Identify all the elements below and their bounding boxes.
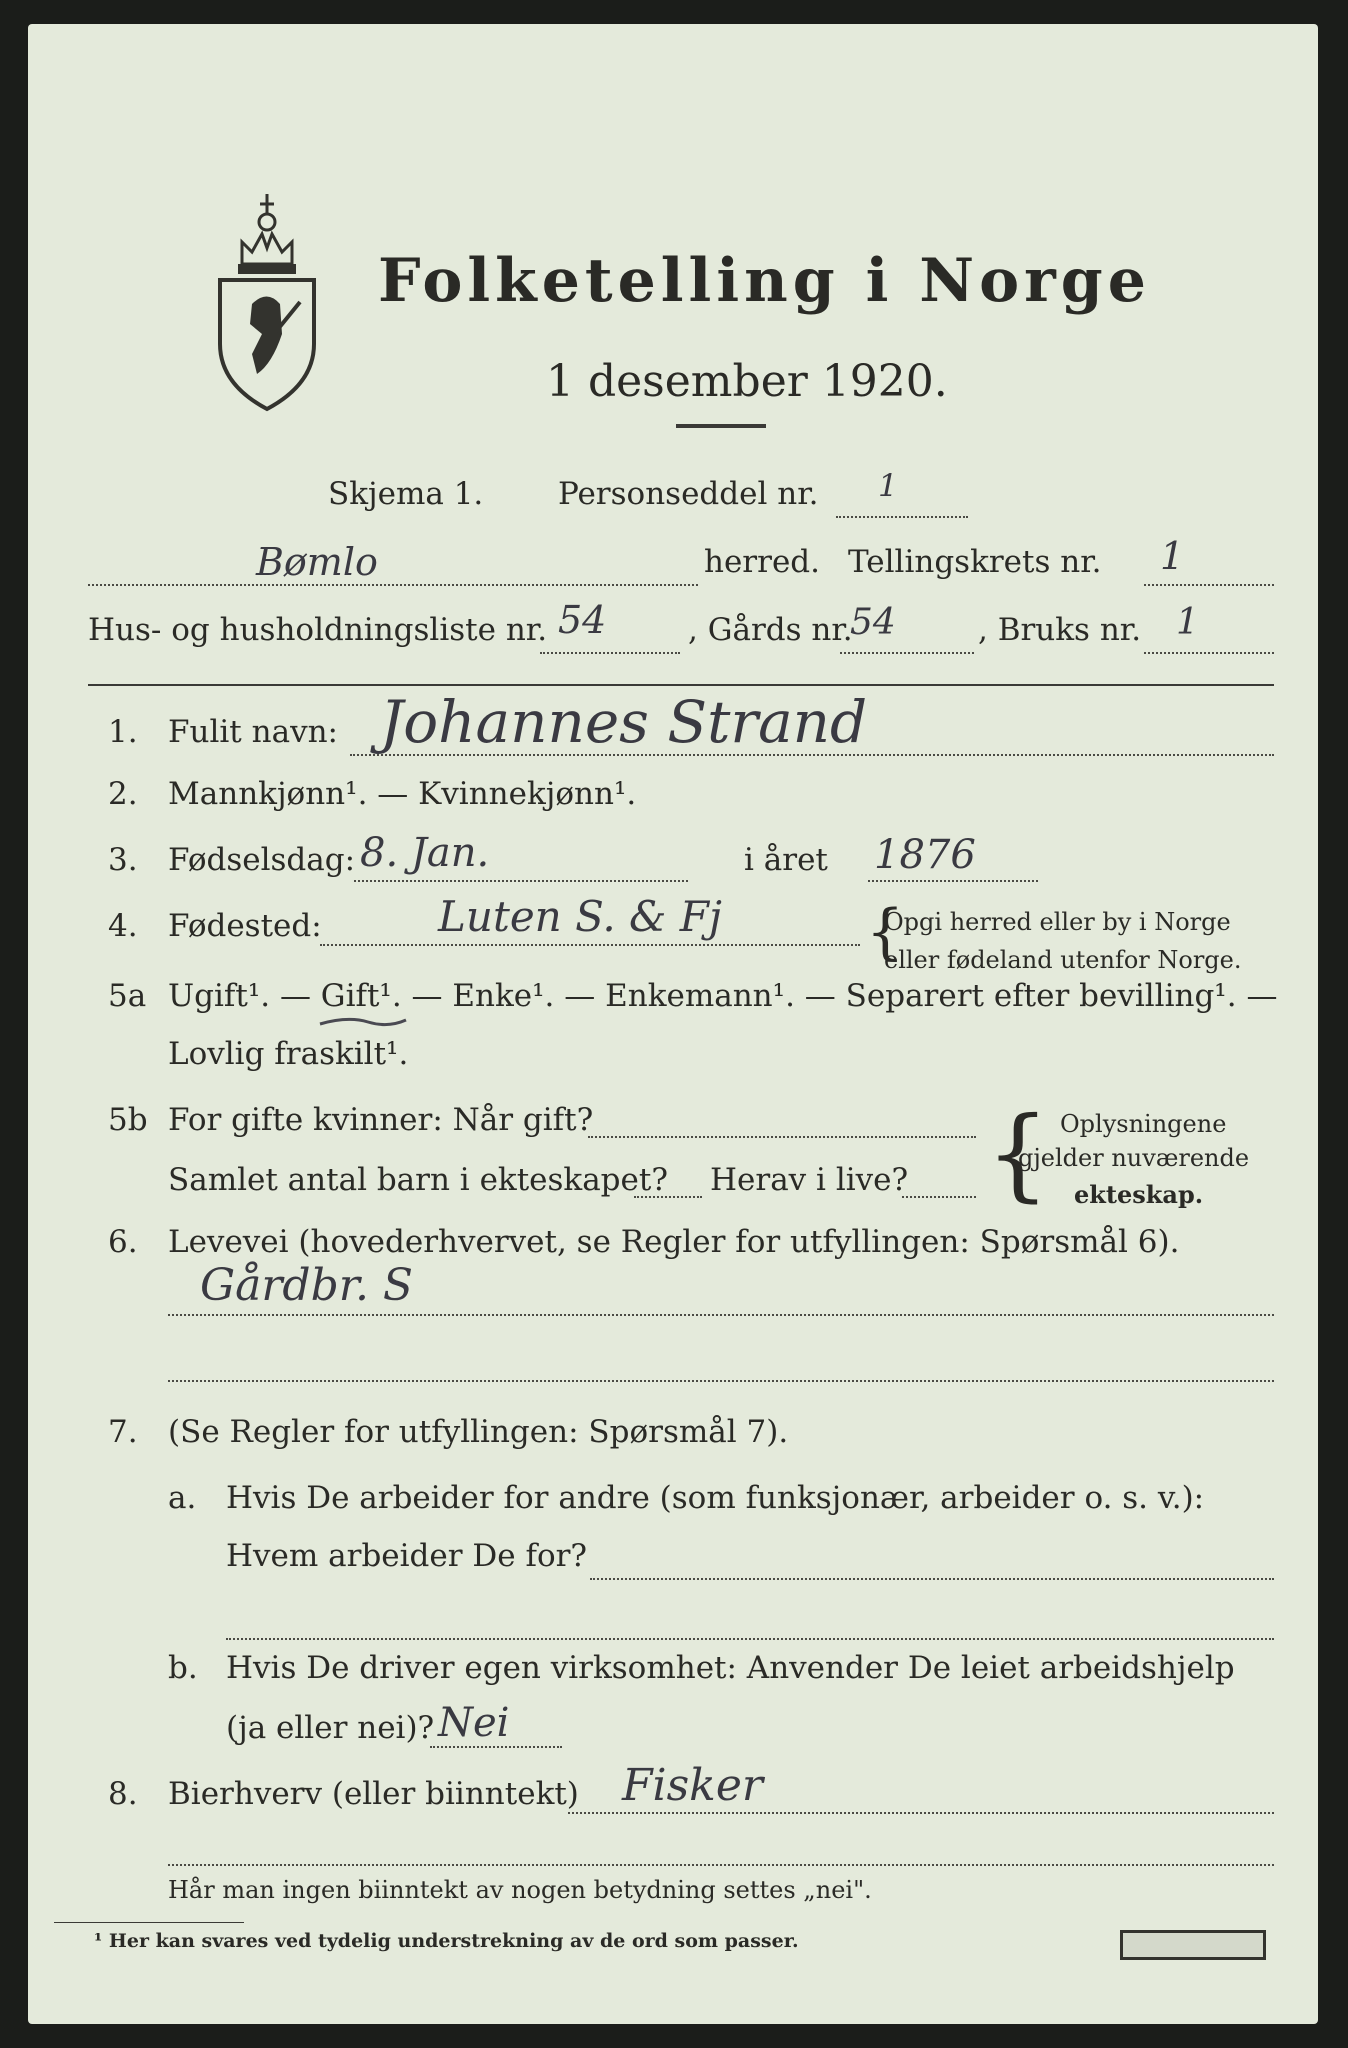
q5b-children-label: Samlet antal barn i ekteskapet? xyxy=(168,1162,668,1198)
q8-line2 xyxy=(168,1864,1274,1866)
norway-coat-of-arms-icon xyxy=(212,184,322,414)
q6-value: Gårdbr. S xyxy=(200,1260,414,1311)
q6-number: 6. xyxy=(108,1224,138,1260)
q8-value: Fisker xyxy=(622,1760,763,1811)
form-title: Folketelling i Norge xyxy=(378,246,1151,316)
q7b-yesno-label: (ja eller nei)? xyxy=(226,1710,435,1746)
q5b-when-line xyxy=(588,1136,976,1138)
q5b-when-label: For gifte kvinner: Når gift? xyxy=(168,1102,594,1138)
q3-day-value: 8. Jan. xyxy=(360,830,490,876)
personseddel-line xyxy=(836,516,968,518)
q5b-note-line2: gjelder nuværende xyxy=(1018,1144,1250,1172)
bruks-label: , Bruks nr. xyxy=(978,612,1142,648)
q7b-letter: b. xyxy=(168,1650,198,1686)
husholdningsliste-value: 54 xyxy=(558,598,607,642)
q4-line xyxy=(320,944,860,946)
q4-note-line1: Opgi herred eller by i Norge xyxy=(884,908,1231,936)
q8-label: Bierhverv (eller biinntekt) xyxy=(168,1776,579,1812)
husholdningsliste-label: Hus- og husholdningsliste nr. xyxy=(88,612,548,648)
q5b-note-line1: Oplysningene xyxy=(1060,1110,1227,1138)
q5b-children-line xyxy=(634,1196,702,1198)
tellingskrets-label: Tellingskrets nr. xyxy=(848,544,1102,580)
q3-year-label: i året xyxy=(744,842,828,878)
herred-value: Bømlo xyxy=(256,540,378,584)
q7-number: 7. xyxy=(108,1414,138,1450)
gards-label: , Gårds nr. xyxy=(688,612,853,648)
q3-number: 3. xyxy=(108,842,138,878)
footnote-text: ¹ Her kan svares ved tydelig understrekning av de ord som passer. xyxy=(94,1930,799,1952)
q1-label: Fulit navn: xyxy=(168,714,338,750)
gards-line xyxy=(840,652,974,654)
q3-day-line xyxy=(354,880,688,882)
herred-line xyxy=(88,584,698,586)
bruks-line xyxy=(1144,652,1274,654)
tellingskrets-line xyxy=(1144,584,1274,586)
q6-line2 xyxy=(168,1380,1274,1382)
q4-label: Fødested: xyxy=(168,908,322,944)
gift-marked-icon xyxy=(318,1014,408,1030)
q6-line1 xyxy=(168,1314,1274,1316)
q3-year-line xyxy=(868,880,1038,882)
schema-label: Skjema 1. xyxy=(328,476,484,512)
q7a-line2 xyxy=(226,1638,1274,1640)
q5a-options: Ugift¹. — Gift¹. — Enke¹. — Enkemann¹. — Separert efter bevilling¹. — xyxy=(168,978,1278,1014)
q5b-number: 5b xyxy=(108,1102,148,1138)
q5b-note-brace: { xyxy=(986,1095,1050,1212)
q8-number: 8. xyxy=(108,1776,138,1812)
herred-label: herred. xyxy=(704,544,820,580)
q8-note: Hår man ingen biinntekt av nogen betydning settes „nei". xyxy=(168,1876,872,1904)
bruks-value: 1 xyxy=(1176,602,1199,643)
q7a-line1 xyxy=(590,1578,1274,1580)
q3-label: Fødselsdag: xyxy=(168,842,356,878)
q7-label: (Se Regler for utfyllingen: Spørsmål 7). xyxy=(168,1414,789,1450)
q4-number: 4. xyxy=(108,908,138,944)
tellingskrets-value: 1 xyxy=(1160,534,1185,578)
q8-line1 xyxy=(568,1812,1274,1814)
q5a-options-line2: Lovlig fraskilt¹. xyxy=(168,1036,409,1072)
title-divider xyxy=(676,424,766,428)
q6-label: Levevei (hovederhvervet, se Regler for utfyllingen: Spørsmål 6). xyxy=(168,1224,1180,1260)
q5b-alive-label: Herav i live? xyxy=(710,1162,909,1198)
q7a-letter: a. xyxy=(168,1480,197,1516)
q5b-note-line3: ekteskap. xyxy=(1074,1180,1204,1209)
q4-note-brace: { xyxy=(866,897,905,967)
q1-number: 1. xyxy=(108,714,138,750)
printer-stamp xyxy=(1120,1930,1266,1960)
q7b-line xyxy=(430,1746,562,1748)
q7a-who-label: Hvem arbeider De for? xyxy=(226,1538,588,1574)
q1-value: Johannes Strand xyxy=(380,688,868,756)
q5b-alive-line xyxy=(902,1196,976,1198)
q4-value: Luten S. & Fj xyxy=(438,892,722,941)
form-date: 1 desember 1920. xyxy=(546,356,948,407)
q7b-value: Nei xyxy=(438,1700,510,1746)
q2-number: 2. xyxy=(108,776,138,812)
gards-value: 54 xyxy=(850,602,896,643)
q3-year-value: 1876 xyxy=(874,832,976,878)
q7a-question: Hvis De arbeider for andre (som funksjonær, arbeider o. s. v.): xyxy=(226,1480,1205,1516)
header-divider xyxy=(88,684,1274,686)
husholdningsliste-line xyxy=(540,652,680,654)
q2-label: Mannkjønn¹. — Kvinnekjønn¹. xyxy=(168,776,637,812)
personseddel-label: Personseddel nr. xyxy=(558,476,819,512)
q7b-question: Hvis De driver egen virksomhet: Anvender De leiet arbeidshjelp xyxy=(226,1650,1235,1686)
q4-note-line2: eller fødeland utenfor Norge. xyxy=(884,946,1242,974)
census-form xyxy=(28,24,1318,2024)
q5a-number: 5a xyxy=(108,978,147,1014)
footnote-rule xyxy=(54,1922,244,1923)
personseddel-value: 1 xyxy=(878,468,898,504)
